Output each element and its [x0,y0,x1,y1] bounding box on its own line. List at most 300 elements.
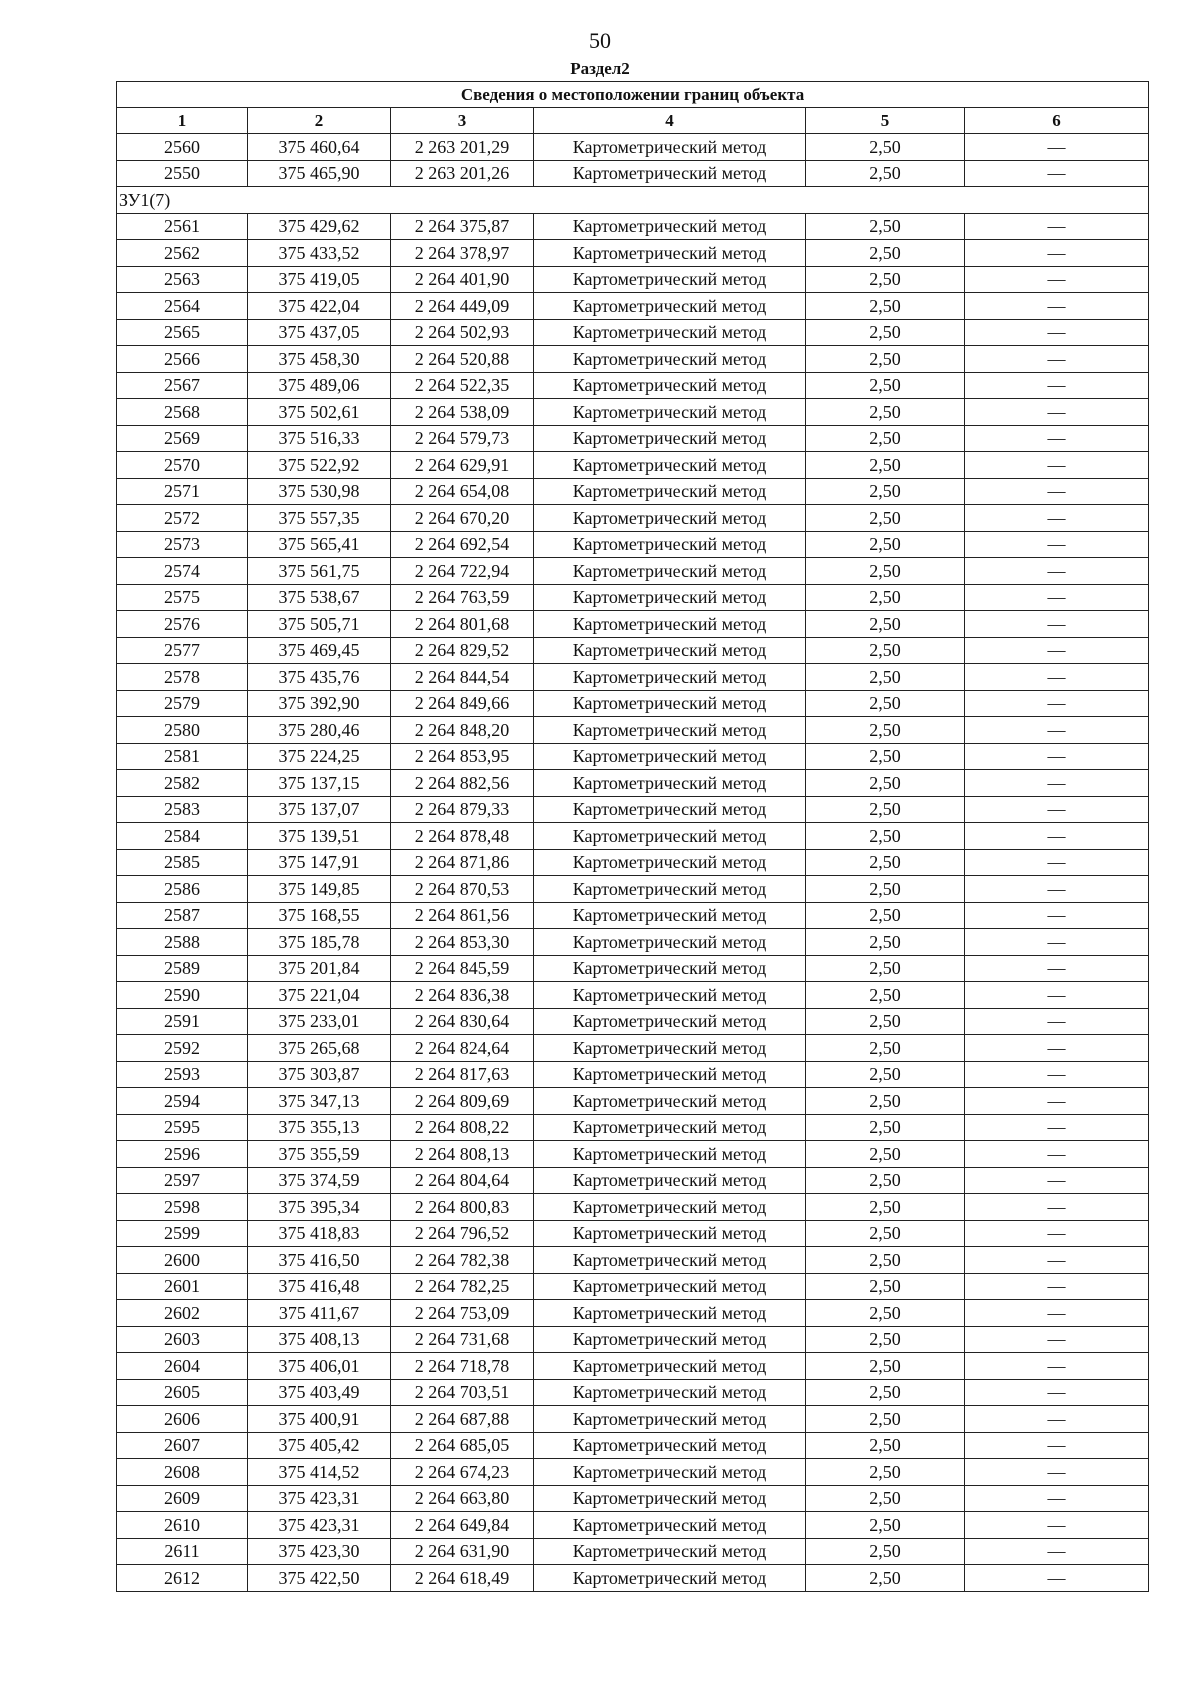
y-coordinate-cell: 2 264 718,78 [391,1353,534,1380]
table-row [117,1432,1149,1459]
method-cell: Картометрический метод [534,1114,806,1141]
note-cell: — [965,823,1149,850]
group-row [117,187,1149,214]
method-cell: Картометрический метод [534,1379,806,1406]
method-cell: Картометрический метод [534,1485,806,1512]
y-coordinate-cell: 2 264 808,13 [391,1141,534,1168]
point-number-cell: 2582 [117,770,248,797]
accuracy-cell: 2,50 [806,319,965,346]
table-row [117,372,1149,399]
y-coordinate-cell: 2 264 401,90 [391,266,534,293]
y-coordinate-cell: 2 264 449,09 [391,293,534,320]
accuracy-cell: 2,50 [806,452,965,479]
boundary-coordinates-table [116,81,1149,1592]
y-coordinate-cell: 2 264 817,63 [391,1061,534,1088]
x-coordinate-cell: 375 392,90 [248,690,391,717]
accuracy-cell: 2,50 [806,399,965,426]
accuracy-cell: 2,50 [806,1565,965,1592]
note-cell: — [965,1485,1149,1512]
method-cell: Картометрический метод [534,1220,806,1247]
x-coordinate-cell: 375 265,68 [248,1035,391,1062]
accuracy-cell: 2,50 [806,160,965,187]
table-row [117,1326,1149,1353]
table-row [117,1141,1149,1168]
x-coordinate-cell: 375 221,04 [248,982,391,1009]
table-row [117,319,1149,346]
method-cell: Картометрический метод [534,1167,806,1194]
y-coordinate-cell: 2 264 731,68 [391,1326,534,1353]
point-number-cell: 2604 [117,1353,248,1380]
note-cell: — [965,558,1149,585]
point-number-cell: 2589 [117,955,248,982]
x-coordinate-cell: 375 147,91 [248,849,391,876]
method-cell: Картометрический метод [534,1141,806,1168]
x-coordinate-cell: 375 137,15 [248,770,391,797]
accuracy-cell: 2,50 [806,876,965,903]
y-coordinate-cell: 2 264 378,97 [391,240,534,267]
point-number-cell: 2586 [117,876,248,903]
accuracy-cell: 2,50 [806,1141,965,1168]
point-number-cell: 2579 [117,690,248,717]
table-row [117,1088,1149,1115]
method-cell: Картометрический метод [534,770,806,797]
y-coordinate-cell: 2 264 844,54 [391,664,534,691]
y-coordinate-cell: 2 264 808,22 [391,1114,534,1141]
y-coordinate-cell: 2 264 522,35 [391,372,534,399]
column-number-4: 4 [534,108,806,134]
page-number: 50 [589,28,611,53]
x-coordinate-cell: 375 489,06 [248,372,391,399]
y-coordinate-cell: 2 264 871,86 [391,849,534,876]
method-cell: Картометрический метод [534,849,806,876]
table-row [117,1008,1149,1035]
table-row [117,1114,1149,1141]
y-coordinate-cell: 2 264 836,38 [391,982,534,1009]
point-number-cell: 2591 [117,1008,248,1035]
method-cell: Картометрический метод [534,1247,806,1274]
x-coordinate-cell: 375 405,42 [248,1432,391,1459]
note-cell: — [965,690,1149,717]
y-coordinate-cell: 2 264 830,64 [391,1008,534,1035]
method-cell: Картометрический метод [534,902,806,929]
point-number-cell: 2577 [117,637,248,664]
note-cell: — [965,1008,1149,1035]
x-coordinate-cell: 375 149,85 [248,876,391,903]
method-cell: Картометрический метод [534,955,806,982]
x-coordinate-cell: 375 280,46 [248,717,391,744]
x-coordinate-cell: 375 422,50 [248,1565,391,1592]
column-number-2: 2 [248,108,391,134]
point-number-cell: 2584 [117,823,248,850]
method-cell: Картометрический метод [534,160,806,187]
y-coordinate-cell: 2 264 848,20 [391,717,534,744]
accuracy-cell: 2,50 [806,902,965,929]
y-coordinate-cell: 2 263 201,26 [391,160,534,187]
point-number-cell: 2601 [117,1273,248,1300]
note-cell: — [965,1432,1149,1459]
x-coordinate-cell: 375 400,91 [248,1406,391,1433]
table-row [117,1538,1149,1565]
y-coordinate-cell: 2 264 685,05 [391,1432,534,1459]
x-coordinate-cell: 375 522,92 [248,452,391,479]
method-cell: Картометрический метод [534,1008,806,1035]
accuracy-cell: 2,50 [806,266,965,293]
x-coordinate-cell: 375 538,67 [248,584,391,611]
method-cell: Картометрический метод [534,1406,806,1433]
table-row [117,1406,1149,1433]
point-number-cell: 2567 [117,372,248,399]
note-cell: — [965,876,1149,903]
table-row [117,584,1149,611]
x-coordinate-cell: 375 433,52 [248,240,391,267]
y-coordinate-cell: 2 264 629,91 [391,452,534,479]
method-cell: Картометрический метод [534,134,806,161]
note-cell: — [965,1061,1149,1088]
table-row [117,1459,1149,1486]
table-row [117,955,1149,982]
x-coordinate-cell: 375 416,50 [248,1247,391,1274]
x-coordinate-cell: 375 505,71 [248,611,391,638]
point-number-cell: 2595 [117,1114,248,1141]
point-number-cell: 2611 [117,1538,248,1565]
method-cell: Картометрический метод [534,637,806,664]
table-row [117,1565,1149,1592]
note-cell: — [965,1247,1149,1274]
accuracy-cell: 2,50 [806,531,965,558]
table-row [117,1379,1149,1406]
table-row [117,1353,1149,1380]
accuracy-cell: 2,50 [806,425,965,452]
table-row [117,743,1149,770]
accuracy-cell: 2,50 [806,717,965,744]
x-coordinate-cell: 375 435,76 [248,664,391,691]
accuracy-cell: 2,50 [806,1114,965,1141]
note-cell: — [965,213,1149,240]
method-cell: Картометрический метод [534,1565,806,1592]
y-coordinate-cell: 2 264 579,73 [391,425,534,452]
note-cell: — [965,929,1149,956]
note-cell: — [965,982,1149,1009]
table-row [117,770,1149,797]
x-coordinate-cell: 375 423,30 [248,1538,391,1565]
method-cell: Картометрический метод [534,213,806,240]
y-coordinate-cell: 2 264 801,68 [391,611,534,638]
y-coordinate-cell: 2 264 853,30 [391,929,534,956]
x-coordinate-cell: 375 224,25 [248,743,391,770]
method-cell: Картометрический метод [534,1194,806,1221]
x-coordinate-cell: 375 460,64 [248,134,391,161]
x-coordinate-cell: 375 429,62 [248,213,391,240]
point-number-cell: 2572 [117,505,248,532]
method-cell: Картометрический метод [534,1432,806,1459]
note-cell: — [965,1141,1149,1168]
y-coordinate-cell: 2 264 861,56 [391,902,534,929]
table-row [117,1273,1149,1300]
table-row [117,1220,1149,1247]
point-number-cell: 2593 [117,1061,248,1088]
y-coordinate-cell: 2 264 763,59 [391,584,534,611]
point-number-cell: 2596 [117,1141,248,1168]
method-cell: Картометрический метод [534,1088,806,1115]
note-cell: — [965,611,1149,638]
x-coordinate-cell: 375 201,84 [248,955,391,982]
accuracy-cell: 2,50 [806,611,965,638]
point-number-cell: 2606 [117,1406,248,1433]
accuracy-cell: 2,50 [806,982,965,1009]
accuracy-cell: 2,50 [806,372,965,399]
y-coordinate-cell: 2 264 703,51 [391,1379,534,1406]
note-cell: — [965,346,1149,373]
accuracy-cell: 2,50 [806,1088,965,1115]
note-cell: — [965,664,1149,691]
x-coordinate-cell: 375 416,48 [248,1273,391,1300]
x-coordinate-cell: 375 458,30 [248,346,391,373]
method-cell: Картометрический метод [534,743,806,770]
y-coordinate-cell: 2 264 654,08 [391,478,534,505]
note-cell: — [965,1326,1149,1353]
table-row [117,213,1149,240]
method-cell: Картометрический метод [534,478,806,505]
accuracy-cell: 2,50 [806,1485,965,1512]
method-cell: Картометрический метод [534,1538,806,1565]
method-cell: Картометрический метод [534,982,806,1009]
y-coordinate-cell: 2 264 782,38 [391,1247,534,1274]
accuracy-cell: 2,50 [806,823,965,850]
accuracy-cell: 2,50 [806,664,965,691]
method-cell: Картометрический метод [534,293,806,320]
note-cell: — [965,1194,1149,1221]
accuracy-cell: 2,50 [806,955,965,982]
note-cell: — [965,505,1149,532]
method-cell: Картометрический метод [534,399,806,426]
y-coordinate-cell: 2 264 879,33 [391,796,534,823]
accuracy-cell: 2,50 [806,1432,965,1459]
point-number-cell: 2575 [117,584,248,611]
table-row [117,1194,1149,1221]
point-number-cell: 2609 [117,1485,248,1512]
x-coordinate-cell: 375 168,55 [248,902,391,929]
y-coordinate-cell: 2 264 804,64 [391,1167,534,1194]
note-cell: — [965,796,1149,823]
method-cell: Картометрический метод [534,1326,806,1353]
column-number-6: 6 [965,108,1149,134]
method-cell: Картометрический метод [534,1061,806,1088]
accuracy-cell: 2,50 [806,1194,965,1221]
table-row [117,134,1149,161]
y-coordinate-cell: 2 264 829,52 [391,637,534,664]
table-row [117,637,1149,664]
table-row [117,558,1149,585]
table-row [117,1485,1149,1512]
method-cell: Картометрический метод [534,1035,806,1062]
x-coordinate-cell: 375 465,90 [248,160,391,187]
y-coordinate-cell: 2 264 753,09 [391,1300,534,1327]
table-header [117,82,1149,134]
note-cell: — [965,531,1149,558]
y-coordinate-cell: 2 264 631,90 [391,1538,534,1565]
point-number-cell: 2605 [117,1379,248,1406]
table-row [117,293,1149,320]
y-coordinate-cell: 2 264 878,48 [391,823,534,850]
table-row [117,266,1149,293]
note-cell: — [965,955,1149,982]
note-cell: — [965,1353,1149,1380]
note-cell: — [965,319,1149,346]
y-coordinate-cell: 2 264 845,59 [391,955,534,982]
accuracy-cell: 2,50 [806,1538,965,1565]
section-label: Раздел2 [570,59,630,78]
note-cell: — [965,399,1149,426]
point-number-cell: 2569 [117,425,248,452]
accuracy-cell: 2,50 [806,1459,965,1486]
accuracy-cell: 2,50 [806,505,965,532]
point-number-cell: 2587 [117,902,248,929]
note-cell: — [965,1459,1149,1486]
note-cell: — [965,240,1149,267]
note-cell: — [965,293,1149,320]
x-coordinate-cell: 375 139,51 [248,823,391,850]
y-coordinate-cell: 2 264 796,52 [391,1220,534,1247]
y-coordinate-cell: 2 264 375,87 [391,213,534,240]
accuracy-cell: 2,50 [806,1326,965,1353]
point-number-cell: 2599 [117,1220,248,1247]
column-number-5: 5 [806,108,965,134]
x-coordinate-cell: 375 233,01 [248,1008,391,1035]
accuracy-cell: 2,50 [806,240,965,267]
y-coordinate-cell: 2 264 809,69 [391,1088,534,1115]
table-row [117,982,1149,1009]
note-cell: — [965,134,1149,161]
point-number-cell: 2550 [117,160,248,187]
point-number-cell: 2573 [117,531,248,558]
method-cell: Картометрический метод [534,425,806,452]
x-coordinate-cell: 375 374,59 [248,1167,391,1194]
method-cell: Картометрический метод [534,690,806,717]
method-cell: Картометрический метод [534,505,806,532]
accuracy-cell: 2,50 [806,1167,965,1194]
accuracy-cell: 2,50 [806,690,965,717]
y-coordinate-cell: 2 264 520,88 [391,346,534,373]
group-label: ЗУ1(7) [117,187,1149,214]
note-cell: — [965,1379,1149,1406]
method-cell: Картометрический метод [534,452,806,479]
point-number-cell: 2580 [117,717,248,744]
point-number-cell: 2612 [117,1565,248,1592]
note-cell: — [965,637,1149,664]
x-coordinate-cell: 375 423,31 [248,1512,391,1539]
table-row [117,717,1149,744]
note-cell: — [965,1114,1149,1141]
y-coordinate-cell: 2 263 201,29 [391,134,534,161]
x-coordinate-cell: 375 437,05 [248,319,391,346]
y-coordinate-cell: 2 264 674,23 [391,1459,534,1486]
y-coordinate-cell: 2 264 618,49 [391,1565,534,1592]
x-coordinate-cell: 375 418,83 [248,1220,391,1247]
accuracy-cell: 2,50 [806,1512,965,1539]
accuracy-cell: 2,50 [806,346,965,373]
method-cell: Картометрический метод [534,584,806,611]
point-number-cell: 2607 [117,1432,248,1459]
note-cell: — [965,1512,1149,1539]
y-coordinate-cell: 2 264 722,94 [391,558,534,585]
accuracy-cell: 2,50 [806,770,965,797]
table-row [117,929,1149,956]
accuracy-cell: 2,50 [806,1300,965,1327]
method-cell: Картометрический метод [534,346,806,373]
accuracy-cell: 2,50 [806,1273,965,1300]
point-number-cell: 2600 [117,1247,248,1274]
note-cell: — [965,1220,1149,1247]
point-number-cell: 2561 [117,213,248,240]
point-number-cell: 2598 [117,1194,248,1221]
note-cell: — [965,1035,1149,1062]
accuracy-cell: 2,50 [806,584,965,611]
x-coordinate-cell: 375 422,04 [248,293,391,320]
note-cell: — [965,849,1149,876]
table-row [117,823,1149,850]
table-row [117,346,1149,373]
method-cell: Картометрический метод [534,664,806,691]
y-coordinate-cell: 2 264 649,84 [391,1512,534,1539]
x-coordinate-cell: 375 502,61 [248,399,391,426]
accuracy-cell: 2,50 [806,213,965,240]
note-cell: — [965,1300,1149,1327]
x-coordinate-cell: 375 414,52 [248,1459,391,1486]
y-coordinate-cell: 2 264 692,54 [391,531,534,558]
method-cell: Картометрический метод [534,1459,806,1486]
method-cell: Картометрический метод [534,531,806,558]
table-row [117,1035,1149,1062]
y-coordinate-cell: 2 264 800,83 [391,1194,534,1221]
table-row [117,664,1149,691]
accuracy-cell: 2,50 [806,1008,965,1035]
accuracy-cell: 2,50 [806,743,965,770]
point-number-cell: 2578 [117,664,248,691]
table-row [117,425,1149,452]
accuracy-cell: 2,50 [806,293,965,320]
note-cell: — [965,1538,1149,1565]
method-cell: Картометрический метод [534,266,806,293]
point-number-cell: 2597 [117,1167,248,1194]
note-cell: — [965,1565,1149,1592]
x-coordinate-cell: 375 419,05 [248,266,391,293]
table-row [117,478,1149,505]
point-number-cell: 2602 [117,1300,248,1327]
x-coordinate-cell: 375 561,75 [248,558,391,585]
table-row [117,1061,1149,1088]
table-row [117,399,1149,426]
point-number-cell: 2571 [117,478,248,505]
table-row [117,849,1149,876]
table-row [117,505,1149,532]
note-cell: — [965,1088,1149,1115]
point-number-cell: 2564 [117,293,248,320]
table-row [117,796,1149,823]
method-cell: Картометрический метод [534,1300,806,1327]
x-coordinate-cell: 375 347,13 [248,1088,391,1115]
note-cell: — [965,452,1149,479]
y-coordinate-cell: 2 264 782,25 [391,1273,534,1300]
point-number-cell: 2562 [117,240,248,267]
table-row [117,876,1149,903]
table-row [117,1247,1149,1274]
x-coordinate-cell: 375 355,13 [248,1114,391,1141]
y-coordinate-cell: 2 264 687,88 [391,1406,534,1433]
x-coordinate-cell: 375 406,01 [248,1353,391,1380]
point-number-cell: 2608 [117,1459,248,1486]
y-coordinate-cell: 2 264 882,56 [391,770,534,797]
point-number-cell: 2563 [117,266,248,293]
